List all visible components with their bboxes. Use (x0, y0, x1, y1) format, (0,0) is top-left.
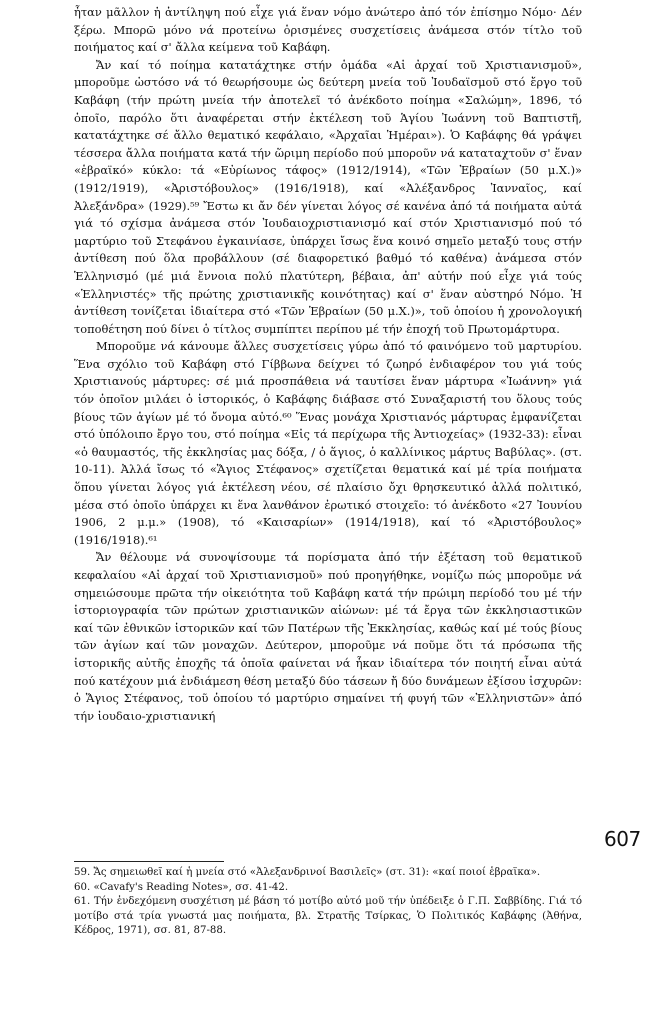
paragraph-1: ἦταν μᾶλλον ἡ ἀντίληψη πού εἶχε γιά ἕναν νόμο ἀνώτερο ἀπό τόν ἐπίσημο Νόμο· Δέν ξέρω. Μπορῶ μόνο νά προτείνω ὁρισμένες συσχετίσεις ἀνάμεσα στόν τίτλο τοῦ ποιήματος καί σ' ἄλλα κείμενα τοῦ Καβάφη. (74, 5, 582, 55)
page-number: 607 (604, 827, 641, 851)
footnote-divider (74, 861, 224, 862)
footnotes (74, 866, 582, 939)
paragraph-3: Μποροῦμε νά κάνουμε ἄλλες συσχετίσεις γύρω ἀπό τό φαινόμενο τοῦ μαρτυρίου. Ἕνα σχόλιο τοῦ Καβάφη στό Γίββωνα δείχνει τό ζωηρό ἐνδιαφέρον του γιά τούς Χριστιανούς μάρτυρες: σέ μιά προσπάθεια νά ταυτίσει ἕναν μάρτυρα «Ἰωάννη» γιά τόν ὁποῖον μιλάει ὁ ἱστορικός, ὁ Καβάφης διάβασε στό Συναξαριστή του ὅλους τούς βίους τῶν ἁγίων μέ τό ὄνομα αὐτό.⁶⁰ Ἕνας μονάχα Χριστιανός μάρτυρας ἐμφανίζεται στό ὑπόλοιπο ἔργο του, στό ποίημα «Εἰς τά περίχωρα τῆς Ἀντιοχείας» (1932-33): εἶναι «ὁ θαυμαστός, τῆς ἐκκλησίας μας δόξα, / ὁ ἅγιος, ὁ καλλίνικος μάρτυς Βαβύλας». (στ. 10-11). Ἀλλά ἴσως τό «Ἅγιος Στέφανος» σχετίζεται θεματικά καί μέ τρία ποιήματα ὅπου γίνεται λόγος γιά ἐκτέλεση νέου, σέ πλαίσιο ὄχι θρησκευτικό ἀλλά πολιτικό, μέσα στό ὁποῖο ὑπάρχει κι ἕνα λανθάνον ἐρωτικό στοιχεῖο: τό ἀνέκδοτο «27 Ἰουνίου 1906, 2 μ.μ.» (1908), τό «Καισαρίων» (1914/1918), καί τό «Ἀριστόβουλος» (1916/1918).⁶¹ (74, 339, 582, 547)
body-text (74, 4, 582, 725)
footnote-59: 59. Ἄς σημειωθεῖ καί ἡ μνεία στό «Ἀλεξανδρινοί Βασιλεῖς» (στ. 31): «καί ποιοί ἑβραϊκα». (74, 867, 541, 878)
footnote-61: 61. Τήν ἐνδεχόμενη συσχέτιση μέ βάση τό μοτίβο αὐτό μοῦ τήν ὑπέδειξε ὁ Γ.Π. Σαββίδης. Γιά τό μοτίβο στά τρία γνωστά μας ποιήματα, βλ. Στρατῆς Τσίρκας, Ὁ Πολιτικός Καβάφης (Ἀθήνα, Κέδρος, 1971), σσ. 81, 87-88. (74, 896, 582, 937)
footnote-60: 60. «Cavafy's Reading Notes», σσ. 41-42. (74, 881, 289, 893)
paragraph-4: Ἄν θέλουμε νά συνοψίσουμε τά πορίσματα ἀπό τήν ἐξέταση τοῦ θεματικοῦ κεφαλαίου «Αἱ ἀρχαί τοῦ Χριστιανισμοῦ» πού προηγήθηκε, νομίζω πώς μποροῦμε νά σημειώσουμε πρῶτα τήν οἰκειότητα τοῦ Καβάφη κατά τήν πρώιμη περίοδό του μέ τήν ἱστοριογραφία τῶν πρώτων χριστιανικῶν αἰώνων: μέ τά ἔργα τῶν ἐκκλησιαστικῶν καί τῶν ἐθνικῶν ἱστορικῶν καί τῶν Πατέρων τῆς Ἐκκλησίας, καθώς καί μέ τούς βίους τῶν ἁγίων καί τῶν μοναχῶν. Δεύτερον, μποροῦμε νά ποῦμε ὅτι τά πρόσωπα τῆς ἱστορικῆς αὐτῆς ἐποχῆς τά ὁποῖα φαίνεται νά ἧκαν ἰδιαίτερα τόν ποιητή εἶναι αὐτά πού κατέχουν μιά ἐνδιάμεση θέση μεταξύ δύο τάσεων ἤ δύο δυνάμεων ἐξίσου ἰσχυρῶν: ὁ Ἅγιος Στέφανος, τοῦ ὁποίου τό μαρτύριο σημαίνει τή φυγή τῶν «Ἑλληνιστῶν» ἀπό τήν ἰουδαιο-χριστιανική (74, 550, 582, 723)
paragraph-2: Ἄν καί τό ποίημα κατατάχτηκε στήν ὁμάδα «Αἱ ἀρχαί τοῦ Χριστιανισμοῦ», μποροῦμε ὡστόσο νά τό θεωρήσουμε ὡς δεύτερη μνεία τοῦ Ἰουδαϊσμοῦ στό ἔργο τοῦ Καβάφη (τήν πρώτη μνεία τήν ἀποτελεῖ τό ἀνέκδοτο ποίημα «Σαλώμη», 1896, τό ὁποῖο, παρόλο ὅτι ἀναφέρεται στήν ἐκτέλεση τοῦ Ἁγίου Ἰωάννη τοῦ Βαπτιστῆ, κατατάχτηκε σέ ἄλλο θεματικό κεφάλαιο, «Ἀρχαῖαι Ἡμέραι»). Ὁ Καβάφης θά γράψει τέσσερα ἄλλα ποιήματα κατά τήν ὥριμη περίοδο πού μποροῦν νά καταταχτοῦν σ' ἕναν «ἑβραϊκό» κύκλο: τά «Εὐρίωνος τάφος» (1912/1914), «Τῶν Ἑβραίων (50 μ.Χ.)» (1912/1919), «Ἀριστόβουλος» (1916/1918), καί «Ἀλέξανδρος Ἰανναῖος, καί Ἀλεξάνδρα» (1929).⁵⁹ Ἔστω κι ἄν δέν γίνεται λόγος σέ κανένα ἀπό τά ποιήματα αὐτά γιά τό σχίσμα ἀνάμεσα στόν Ἰουδαιοχριστιανισμό καί στόν Χριστιανισμό πού τό μαρτύριο τοῦ Στεφάνου ἐγκαινίασε, ὑπάρχει ἴσως ἕνα κοινό σημεῖο μεταξύ τους στήν ἀντίθεση πού ὅλα προβάλλουν (σέ διαφορετικό βαθμό τό καθένα) ἀνάμεσα στόν Ἑλληνισμό (μέ μιά ἔννοια πολύ πλατύτερη, βέβαια, ἀπ' αὐτήν πού εἶχε γιά τούς «Ἑλληνιστές» τῆς πρώτης χριστιανικῆς κοινότητας) καί σ' ἕναν αὐστηρό Νόμο. Ἡ ἀντίθεση τονίζεται ἰδιαίτερα στό «Τῶν Ἑβραίων (50 μ.Χ.)», τοῦ ὁποίου ἡ χρονολογική τοποθέτηση πού δίνει ὁ τίτλος συμπίπτει περίπου μέ τήν ἐποχή τοῦ Πρωτομάρτυρα. (74, 57, 582, 336)
